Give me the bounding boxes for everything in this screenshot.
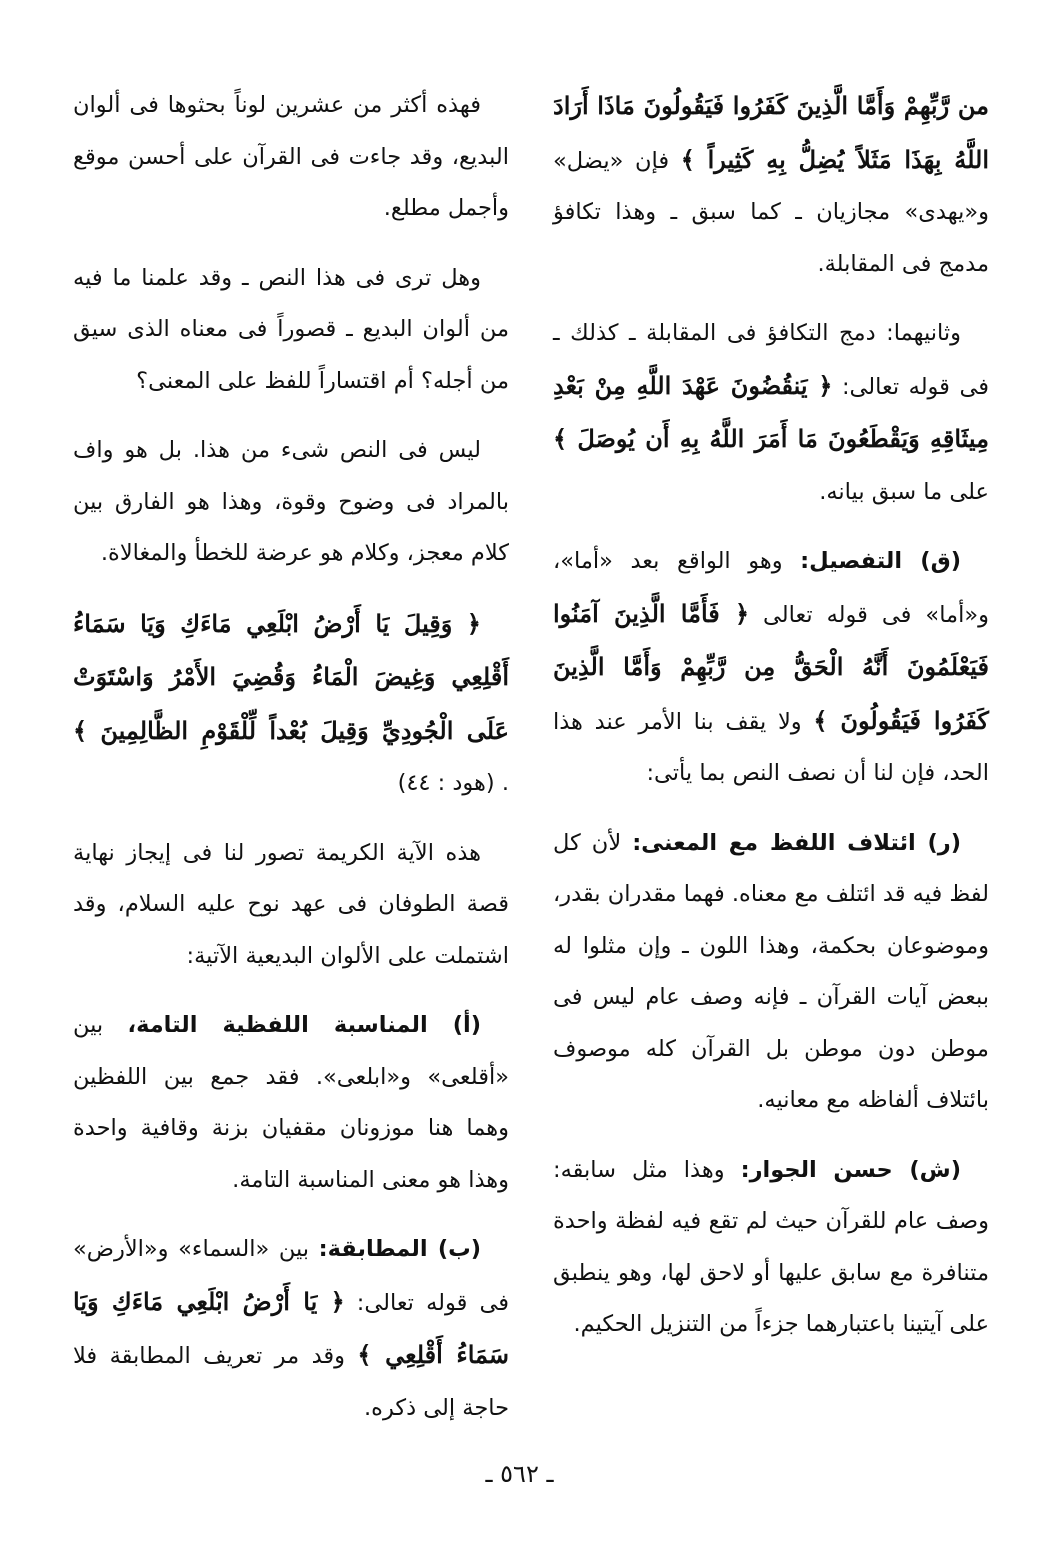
paragraph: وهل ترى فى هذا النص ـ وقد علمنا ما فيه من ألوان البديع ـ قصوراً فى معناه الذى سيق من أجله؟ أم اقتساراً للفظ على المعنى؟ xyxy=(73,264,509,394)
paragraph xyxy=(553,1145,989,1351)
right-column xyxy=(553,80,989,1369)
paragraph xyxy=(553,308,989,518)
paragraph-text: بين «السماء» و«الأرض» فى قوله تعالى: xyxy=(73,1236,509,1316)
quran-verse: ﴿ فَأَمَّا الَّذِينَ آمَنُوا فَيَعْلَمُونَ أَنَّهُ الْحَقُّ مِن رَّبِّهِمْ وَأَمَّا الَّذِينَ كَفَرُوا فَيَقُولُونَ ﴾ xyxy=(553,598,989,735)
paragraph-text: ولا يقف بنا الأمر عند هذا الحد، فإن لنا أن نصف النص بما يأتى: xyxy=(553,708,989,786)
term-label: (ق) التفصيل: xyxy=(800,548,961,574)
verse-reference: . (هود : ٤٤) xyxy=(397,770,509,796)
paragraph-text: وهو الواقع بعد «أما»، و«أما» فى قوله تعالى xyxy=(553,548,989,628)
quran-verse: ﴿ يَا أَرْضُ ابْلَعِي مَاءَكِ وَيَا سَمَاءُ أَقْلِعِي ﴾ xyxy=(73,1286,509,1369)
left-column xyxy=(73,80,509,1452)
paragraph xyxy=(553,818,989,1127)
quran-verse: ﴿ وَقِيلَ يَا أَرْضُ ابْلَعِي مَاءَكِ وَيَا سَمَاءُ أَقْلِعِي وَغِيضَ الْمَاءُ وَقُضِيَ الأَمْرُ وَاسْتَوَتْ عَلَى الْجُودِيِّ وَقِيلَ بُعْداً لِّلْقَوْمِ الظَّالِمِينَ ﴾ xyxy=(73,608,509,745)
paragraph-text: وثانيهما: دمج التكافؤ فى المقابلة ـ كذلك ـ فى قوله تعالى: xyxy=(553,320,989,400)
paragraph xyxy=(73,1224,509,1434)
paragraph: هذه الآية الكريمة تصور لنا فى إيجاز نهاية قصة الطوفان فى عهد نوح عليه السلام، وقد اشتملت على الألوان البديعية الآتية: xyxy=(73,839,509,969)
paragraph-text: لأن كل لفظ فيه قد ائتلف مع معناه. فهما مقدران بقدر، وموضوعان بحكمة، وهذا اللون ـ وإن مثلوا له ببعض آيات القرآن ـ فإنه وصف عام ليس فى موطن دون موطن بل القرآن كله موصوف بائتلاف ألفاظه مع معانيه. xyxy=(552,829,989,1113)
term-label: (أ) المناسبة اللفظية التامة، xyxy=(127,1012,481,1038)
quran-verse: ﴿ يَنقُضُونَ عَهْدَ اللَّهِ مِنْ بَعْدِ مِيثَاقِهِ وَيَقْطَعُونَ مَا أَمَرَ اللَّهُ بِهِ أَن يُوصَلَ ﴾ xyxy=(553,370,989,453)
paragraph: فهذه أكثر من عشرين لوناً بحثوها فى ألوان البديع، وقد جاءت فى القرآن على أحسن موقع وأجمل مطلع. xyxy=(73,92,509,221)
paragraph xyxy=(73,1000,509,1206)
paragraph-text: بين «أقلعى» و«ابلعى». فقد جمع بين اللفظين وهما هنا موزونان مقفيان بزنة وقافية واحدة وهذا هو معنى المناسبة التامة. xyxy=(73,1012,509,1193)
quran-verse: من رَّبِّهِمْ وَأَمَّا الَّذِينَ كَفَرُوا فَيَقُولُونَ مَاذَا أَرَادَ اللَّهُ بِهَذَا مَثَلاً يُضِلُّ بِهِ كَثِيراً ﴾ xyxy=(553,91,989,174)
paragraph xyxy=(553,80,989,290)
paragraph xyxy=(73,598,509,810)
paragraph: ليس فى النص شىء من هذا. بل هو واف بالمراد فى وضوح وقوة، وهذا هو الفارق بين كلام معجز، وكلام هو عرضة للخطأ والمغالاة. xyxy=(73,437,509,566)
paragraph-text: وقد مر تعريف المطابقة فلا حاجة إلى ذكره. xyxy=(73,1343,509,1421)
term-label: (ب) المطابقة: xyxy=(318,1236,481,1262)
term-label: (ر) ائتلاف اللفظ مع المعنى: xyxy=(632,829,961,856)
paragraph-text: على ما سبق بيانه. xyxy=(819,478,989,505)
paragraph-text: فإن «يضل» و«يهدى» مجازيان ـ كما سبق ـ وهذا تكافؤ مدمج فى المقابلة. xyxy=(553,147,989,277)
term-label: (ش) حسن الجوار: xyxy=(740,1156,961,1183)
paragraph-text: وهذا مثل سابقه: وصف عام للقرآن حيث لم تقع فيه لفظة واحدة متنافرة مع سابق عليها أو لاحق لها، وهو ينطبق على آيتينا باعتبارهما جزءاً من التنزيل الحكيم. xyxy=(553,1156,989,1337)
page-number: ـ ٥٦٢ ـ xyxy=(485,1460,554,1488)
paragraph xyxy=(553,536,989,800)
